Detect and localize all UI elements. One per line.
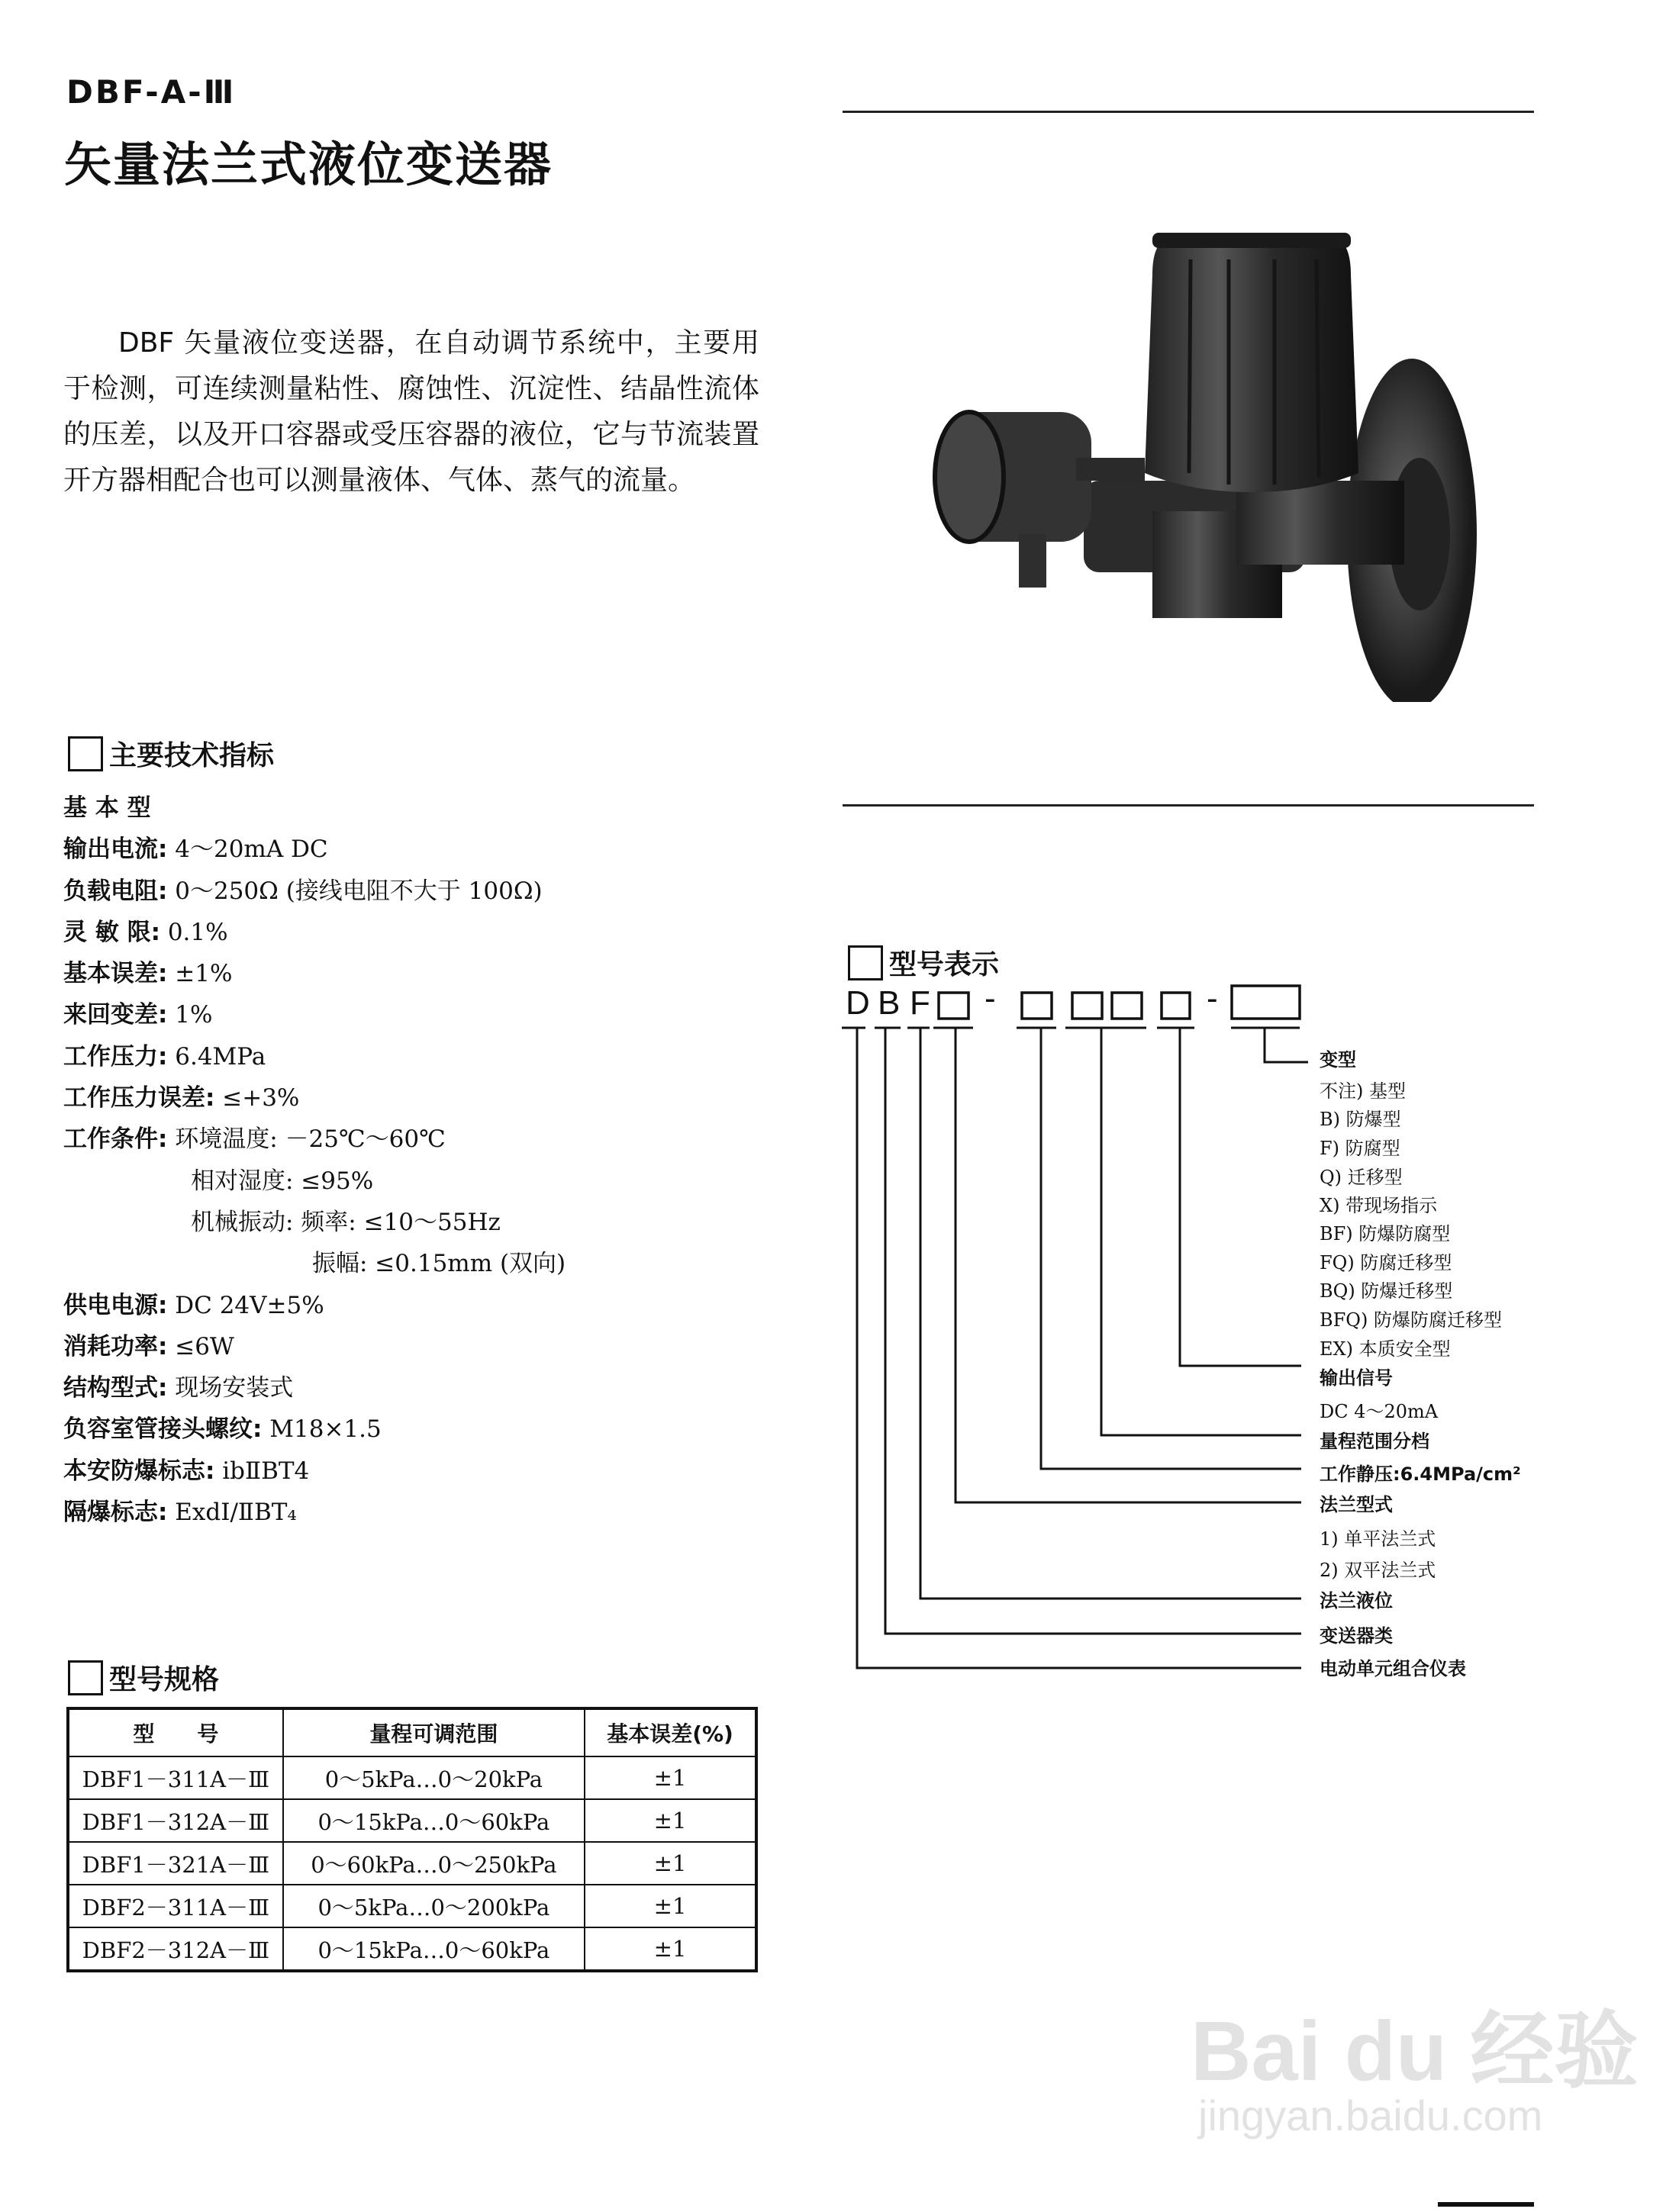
table-cell: 0～5kPa…0～20kPa bbox=[283, 1756, 585, 1799]
models-heading-text: 型号规格 bbox=[109, 1664, 220, 1695]
spec-label: 负载电阻: bbox=[63, 877, 168, 905]
designation-heading-text: 型号表示 bbox=[889, 949, 1000, 980]
spec-value: ±1% bbox=[167, 960, 233, 988]
page-bar bbox=[1438, 2202, 1534, 2207]
table-cell: DBF1－311A－Ⅲ bbox=[68, 1756, 283, 1799]
code-box bbox=[1162, 993, 1190, 1019]
spec-label: 本安防爆标志: bbox=[63, 1457, 215, 1485]
code-dash: - bbox=[1207, 980, 1218, 1017]
spec-label: 供电电源: bbox=[63, 1291, 168, 1319]
legend-item: 不注) 基型 bbox=[1320, 1080, 1406, 1102]
spec-value: ibⅡBT4 bbox=[214, 1457, 310, 1485]
legend-item: B) 防爆型 bbox=[1320, 1109, 1401, 1130]
spec-label: 消耗功率: bbox=[63, 1332, 168, 1360]
watermark-brand: Bai du 经验 bbox=[1191, 2004, 1639, 2098]
page-title: 矢量法兰式液位变送器 bbox=[64, 137, 553, 192]
spec-value: 0～250Ω (接线电阻不大于 100Ω) bbox=[167, 877, 543, 905]
spec-label: 工作条件: bbox=[63, 1125, 168, 1154]
table-cell: 0～60kPa…0～250kPa bbox=[283, 1842, 585, 1885]
spec-label: 工作压力: bbox=[63, 1042, 168, 1071]
legend-item: 输出信号 bbox=[1320, 1367, 1393, 1389]
spec-label: 基 本 型 bbox=[63, 794, 151, 822]
legend-item: FQ) 防腐迁移型 bbox=[1320, 1252, 1452, 1273]
spec-value: 现场安装式 bbox=[167, 1374, 294, 1402]
spec-label: 结构型式: bbox=[63, 1374, 168, 1402]
code-letter-b: B bbox=[878, 984, 901, 1022]
legend-item: 量程范围分档 bbox=[1320, 1431, 1429, 1452]
spec-label: 灵 敏 限: bbox=[63, 918, 160, 946]
spec-label: 工作压力误差: bbox=[63, 1084, 215, 1112]
spec-label: 基本误差: bbox=[63, 960, 168, 988]
spec-value: 振幅: ≤0.15mm (双向) bbox=[312, 1250, 566, 1278]
spec-label: 负容室管接头螺纹: bbox=[63, 1415, 263, 1444]
table-cell: DBF2－312A－Ⅲ bbox=[68, 1927, 283, 1971]
intro-paragraph: DBF 矢量液位变送器，在自动调节系统中，主要用于检测，可连续测量粘性、腐蚀性、沉淀性、结晶性流体的压差，以及开口容器或受压容器的液位，它与节流装置开方器相配合也可以测量液体、气体、蒸气的流量。 bbox=[63, 327, 759, 496]
column-header: 型 号 bbox=[68, 1708, 283, 1756]
legend-item: Q) 迁移型 bbox=[1320, 1167, 1403, 1188]
table-cell: ±1 bbox=[585, 1756, 756, 1799]
legend-item: BFQ) 防爆防腐迁移型 bbox=[1320, 1309, 1502, 1331]
legend-item: BF) 防爆防腐型 bbox=[1320, 1223, 1451, 1244]
table-cell: ±1 bbox=[585, 1842, 756, 1885]
spec-value: ≤6W bbox=[167, 1332, 234, 1360]
table-cell: ±1 bbox=[585, 1885, 756, 1927]
model-code: DBF-A-Ⅲ bbox=[66, 73, 237, 111]
table-cell: ±1 bbox=[585, 1927, 756, 1971]
code-letter-d: D bbox=[846, 984, 870, 1022]
legend-item: F) 防腐型 bbox=[1320, 1138, 1400, 1159]
legend-item: 法兰型式 bbox=[1320, 1494, 1393, 1515]
watermark-url: jingyan.baidu.com bbox=[1198, 2091, 1543, 2140]
legend-item: 电动单元组合仪表 bbox=[1320, 1658, 1466, 1679]
spec-value: 相对湿度: ≤95% bbox=[191, 1167, 374, 1195]
spec-value: 环境温度: －25℃～60℃ bbox=[167, 1125, 446, 1154]
table-cell: 0～15kPa…0～60kPa bbox=[283, 1799, 585, 1842]
column-header: 量程可调范围 bbox=[283, 1708, 585, 1756]
legend-item: DC 4～20mA bbox=[1320, 1401, 1439, 1422]
code-box bbox=[939, 993, 968, 1019]
spec-value: ≤+3% bbox=[214, 1084, 300, 1112]
table-cell: 0～15kPa…0～60kPa bbox=[283, 1927, 585, 1971]
code-box bbox=[1022, 993, 1052, 1019]
spec-value: 6.4MPa bbox=[167, 1042, 266, 1071]
spec-label: 来回变差: bbox=[63, 1001, 168, 1029]
legend-item: BQ) 防爆迁移型 bbox=[1320, 1280, 1453, 1302]
table-cell: DBF1－321A－Ⅲ bbox=[68, 1842, 283, 1885]
legend-item: 1) 单平法兰式 bbox=[1320, 1528, 1436, 1550]
code-box-wide bbox=[1232, 986, 1300, 1019]
table-cell: ±1 bbox=[585, 1799, 756, 1842]
table-cell: DBF2－311A－Ⅲ bbox=[68, 1885, 283, 1927]
spec-value: M18×1.5 bbox=[262, 1415, 382, 1444]
spec-value: 机械振动: 频率: ≤10～55Hz bbox=[191, 1208, 501, 1236]
table-cell: 0～5kPa…0～200kPa bbox=[283, 1885, 585, 1927]
legend-item: 工作静压:6.4MPa/cm² bbox=[1320, 1463, 1521, 1485]
legend-item: 2) 双平法兰式 bbox=[1320, 1560, 1436, 1581]
code-box bbox=[1072, 993, 1102, 1019]
legend-item: 变送器类 bbox=[1320, 1625, 1393, 1647]
specs-heading-text: 主要技术指标 bbox=[109, 740, 275, 771]
spec-value: 0.1% bbox=[160, 918, 228, 946]
spec-label: 隔爆标志: bbox=[63, 1499, 168, 1527]
code-dash: - bbox=[985, 980, 996, 1017]
legend-item: 法兰液位 bbox=[1320, 1590, 1393, 1612]
code-letter-f: F bbox=[910, 984, 930, 1022]
code-box bbox=[1112, 993, 1142, 1019]
legend-item: 变型 bbox=[1320, 1049, 1356, 1071]
spec-value: 4～20mA DC bbox=[167, 836, 328, 864]
spec-value: DC 24V±5% bbox=[167, 1291, 324, 1319]
column-header: 基本误差(%) bbox=[585, 1708, 756, 1756]
legend-item: X) 带现场指示 bbox=[1320, 1195, 1438, 1216]
spec-value: ExdⅠ/ⅡBT₄ bbox=[167, 1499, 297, 1527]
spec-value: 1% bbox=[167, 1001, 213, 1029]
spec-label: 输出电流: bbox=[63, 836, 168, 864]
legend-item: EX) 本质安全型 bbox=[1320, 1338, 1451, 1360]
table-cell: DBF1－312A－Ⅲ bbox=[68, 1799, 283, 1842]
